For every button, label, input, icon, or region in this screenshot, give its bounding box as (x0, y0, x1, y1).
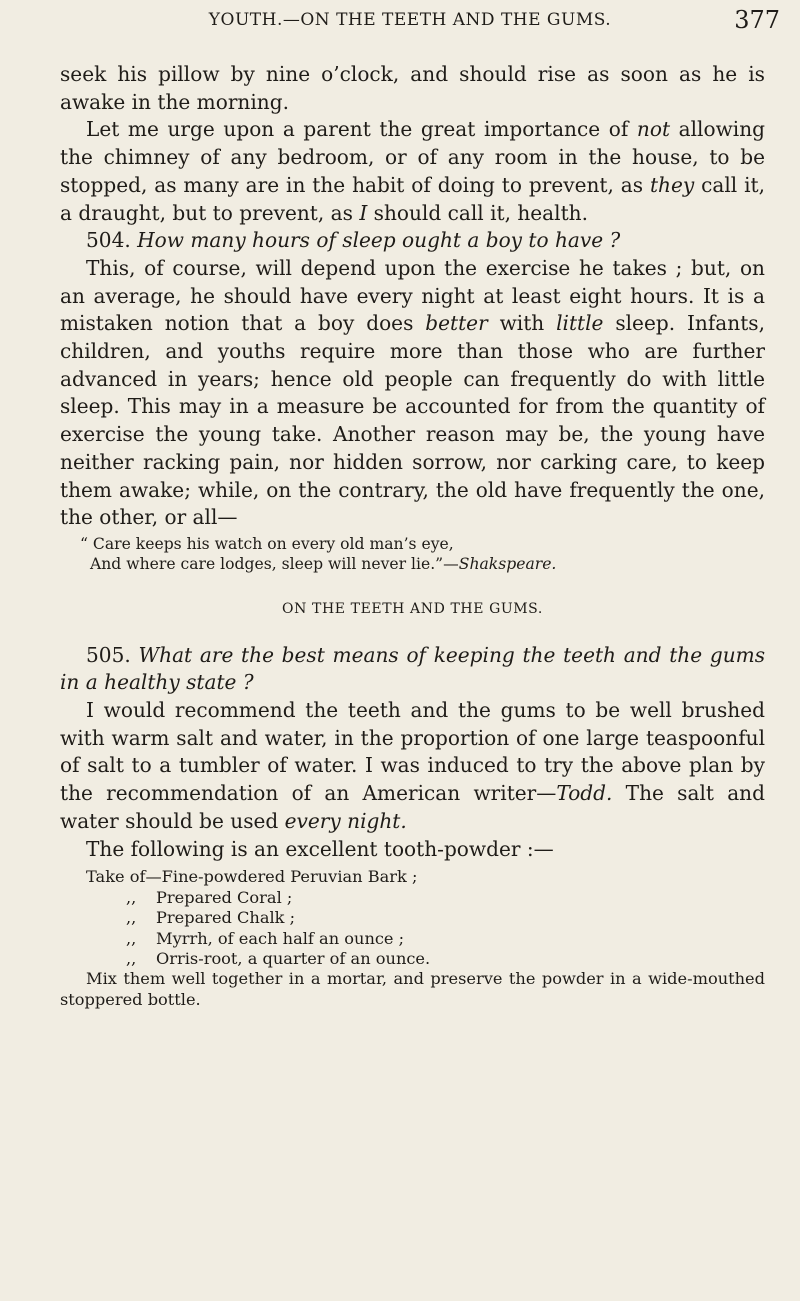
question-text: How many hours of sleep ought a boy to have ? (137, 228, 621, 253)
text-run: allowing the chimney of any bedroom, or of any room in the house, to be stopped, as many are in the habit of doing to prevent, as (60, 117, 766, 197)
running-header (40, 8, 780, 42)
recipe-ingredient: Fine-powdered Peruvian Bark ; (161, 867, 418, 887)
verse-line (60, 554, 765, 574)
text-run: should call it, health. (367, 200, 588, 225)
emphasis: better (425, 311, 488, 336)
recipe-item (60, 888, 765, 908)
recipe-instructions: Mix them well together in a mortar, and preserve the powder in a wide-mouthed stoppered bottle. (60, 969, 765, 1009)
ditto-mark: ,, (126, 887, 137, 907)
paragraph-text: seek his pillow by nine o’clock, and should rise as soon as he is awake in the morning. (60, 62, 765, 114)
page-body (60, 61, 765, 1010)
recipe-item (60, 949, 765, 969)
paragraph-sleep (60, 255, 765, 532)
recipe-ingredient: Orris-root, a quarter of an ounce. (156, 948, 431, 968)
question-505 (60, 642, 765, 697)
verse-line: “ Care keeps his watch on every old man’s eye, (80, 534, 454, 553)
emphasis: I (359, 200, 368, 225)
text-run: call it, a draught, but to prevent, as (60, 172, 766, 225)
recipe-ingredient: Prepared Chalk ; (156, 908, 296, 928)
text-run: The salt and water should be used (60, 781, 765, 833)
recipe-ingredient: Prepared Coral ; (156, 887, 293, 907)
text-run: This, of course, will depend upon the exercise he takes ; but, on an average, he should have every night at least eight hours. It is a mistaken notion that a boy does (60, 255, 765, 336)
text-run: with (487, 311, 557, 336)
page-number: 377 (734, 6, 780, 34)
paragraph-chimney (60, 116, 765, 227)
emphasis: little (556, 311, 604, 336)
verse-quote (60, 534, 765, 574)
emphasis: not (636, 117, 671, 142)
ditto-mark: ,, (126, 948, 137, 968)
question-504 (60, 227, 765, 255)
recipe-item (60, 867, 765, 887)
paragraph-continuation (60, 61, 765, 116)
text-run: I would recommend the teeth and the gums to be well brushed with warm salt and water, in the proportion of one large teaspoonful of salt to a tumbler of water. I was induced to try the above plan by the recommendation of an American writer— (60, 698, 765, 806)
text-run: sleep. Infants, children, and youths require more than those who are further advanced in years; hence old people can frequently do with little sleep. This may in a measure be accounted for from the quantity of exercise the young take. Another reason may be, the young have neither racking pain, nor hidden sorrow, nor carking care, to keep them awake; while, on the contrary, the old have frequently the one, the other, or all— (60, 311, 765, 530)
verse-text: And where care lodges, sleep will never lie.”— (90, 554, 459, 573)
text-run: Let me urge upon a parent the great importance of (86, 117, 637, 142)
recipe-ingredient: Myrrh, of each half an ounce ; (156, 928, 405, 948)
text-run: The following is an excellent tooth-powder :— (86, 836, 554, 861)
question-number: 504. (86, 228, 131, 253)
paragraph-tooth-powder (60, 836, 765, 864)
question-text: What are the best means of keeping the teeth and the gums in a healthy state ? (60, 642, 766, 695)
section-heading: ON THE TEETH AND THE GUMS. (282, 600, 543, 617)
recipe-intro: Take of— (86, 867, 162, 887)
ditto-mark: ,, (126, 908, 137, 928)
recipe (60, 867, 765, 1010)
paragraph-teeth (60, 697, 765, 836)
emphasis: Todd. (556, 781, 613, 806)
ditto-mark: ,, (126, 928, 137, 948)
verse-attribution: Shakspeare. (458, 554, 557, 573)
emphasis: they (649, 172, 695, 197)
recipe-item (60, 908, 765, 928)
emphasis: every night. (284, 808, 407, 833)
running-title: YOUTH.—ON THE TEETH AND THE GUMS. (208, 10, 612, 30)
recipe-item (60, 929, 765, 949)
question-number: 505. (86, 642, 131, 667)
